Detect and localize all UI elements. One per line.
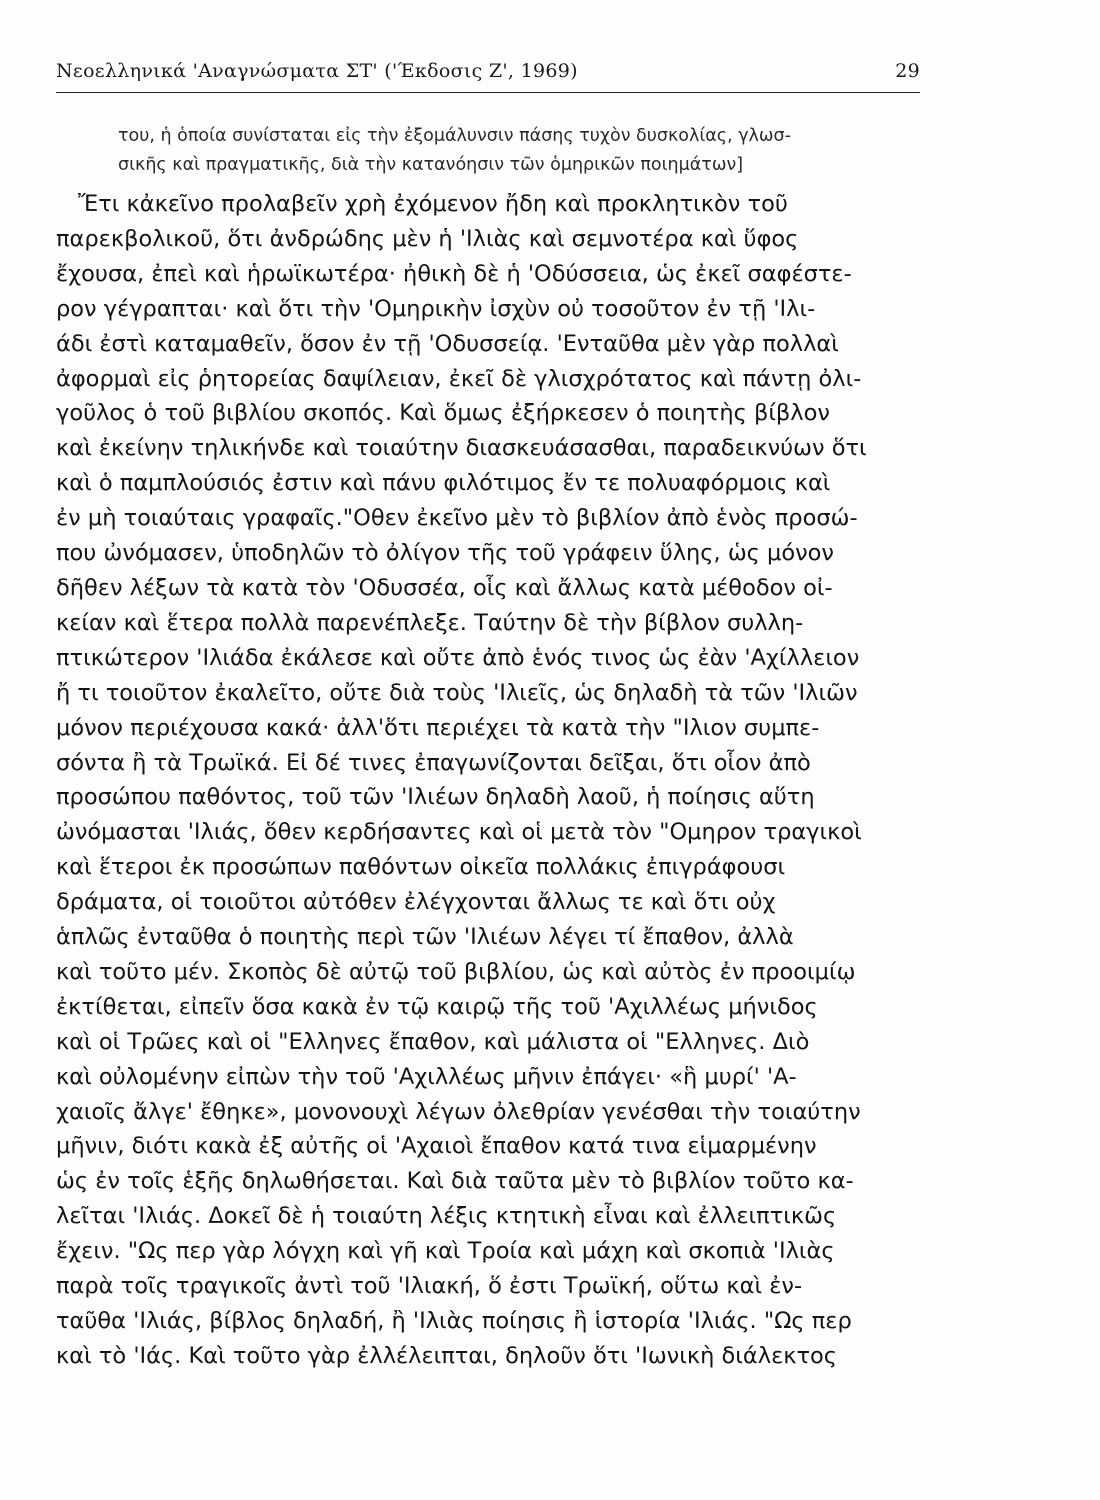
paragraph-line: παρεκβολικοῦ, ὅτι ἀνδρώδης μὲν ἡ 'Ιλιὰς καὶ σεμνοτέρα καὶ ὕφος <box>56 225 799 252</box>
paragraph-line: ταῦθα 'Ιλιάς, βίβλος δηλαδή, ἢ 'Ιλιὰς ποίησις ἢ ἱστορία 'Ιλιάς. "Ως περ <box>56 1308 852 1334</box>
paragraph-line: καὶ ἕτεροι ἐκ προσώπων παθόντων οἰκεῖα πολλάκις ἐπιγράφουσι <box>56 854 786 881</box>
paragraph-line: πτικώτερον 'Ιλιάδα ἐκάλεσε καὶ οὔτε ἀπὸ ἑνός τινος ὡς ἐὰν 'Αχίλλειον <box>56 644 860 671</box>
paragraph-line: προσώπου παθόντος, τοῦ τῶν 'Ιλιέων δηλαδὴ λαοῦ, ἡ ποίησις αὕτη <box>56 784 815 811</box>
paragraph-line: σόντα ἢ τὰ Τρωϊκά. Εἰ δέ τινες ἐπαγωνίζονται δεῖξαι, ὅτι οἷον ἀπὸ <box>56 749 811 776</box>
paragraph-line: γοῦλος ὁ τοῦ βιβλίου σκοπός. Καὶ ὅμως ἐξήρκεσεν ὁ ποιητὴς βίβλον <box>56 400 830 427</box>
paragraph-line: καὶ ἐκείνην τηλικήνδε καὶ τοιαύτην διασκευάσασθαι, παραδεικνύων ὅτι <box>56 435 867 462</box>
body-text <box>56 187 936 1374</box>
paragraph-line: καὶ οἱ Τρῶες καὶ οἱ "Ελληνες ἔπαθον, καὶ μάλιστα οἱ "Ελληνες. Διὸ <box>56 1028 810 1055</box>
paragraph-line: καὶ τὸ 'Ιάς. Καὶ τοῦτο γὰρ ἐλλέλειπται, δηλοῦν ὅτι 'Ιωνικὴ διάλεκτος <box>56 1342 838 1369</box>
paragraph-line: καὶ οὐλομένην εἰπὼν τὴν τοῦ 'Αχιλλέως μῆνιν ἐπάγει· «ἣ μυρί' 'Α- <box>56 1063 797 1090</box>
paragraph-line: δῆθεν λέξων τὰ κατὰ τὸν 'Οδυσσέα, οἷς καὶ ἄλλως κατὰ μέθοδον οἰ- <box>56 574 833 601</box>
paragraph-line: κείαν καὶ ἕτερα πολλὰ παρενέπλεξε. Ταύτην δὲ τὴν βίβλον συλλη- <box>56 609 804 636</box>
paragraph-line: ὠνόμασται 'Ιλιάς, ὅθεν κερδήσαντες καὶ οἱ μετὰ τὸν "Ομηρον τραγικοὶ <box>56 819 862 846</box>
paragraph-line: μῆνιν, διότι κακὰ ἐξ αὐτῆς οἱ 'Αχαιοὶ ἔπαθον κατά τινα εἱμαρμένην <box>56 1133 817 1160</box>
running-head <box>56 58 920 93</box>
paragraph-line: λεῖται 'Ιλιάς. Δοκεῖ δὲ ἡ τοιαύτη λέξις κτητικὴ εἶναι καὶ ἐλλειπτικῶς <box>56 1203 837 1230</box>
paragraph-line: καὶ τοῦτο μέν. Σκοπὸς δὲ αὐτῷ τοῦ βιβλίου, ὡς καὶ αὐτὸς ἐν προοιμίῳ <box>56 958 856 985</box>
paragraph-line: χαιοῖς ἄλγε' ἔθηκε», μονονουχὶ λέγων ὀλεθρίαν γενέσθαι τὴν τοιαύτην <box>56 1098 861 1125</box>
paragraph-line: που ὠνόμασεν, ὑποδηλῶν τὸ ὀλίγον τῆς τοῦ γράφειν ὕλης, ὡς μόνον <box>56 540 834 567</box>
paragraph-line: καὶ ὁ παμπλούσιός ἐστιν καὶ πάνυ φιλότιμος ἔν τε πολυαφόρμοις καὶ <box>56 470 831 497</box>
footnote-line: σικῆς καὶ πραγματικῆς, διὰ τὴν κατανόησιν τῶν ὁμηρικῶν ποιημάτων] <box>118 155 744 175</box>
paragraph-line: ὡς ἐν τοῖς ἑξῆς δηλωθήσεται. Καὶ διὰ ταῦτα μὲν τὸ βιβλίον τοῦτο κα- <box>56 1168 854 1195</box>
paragraph-line: ἔχειν. "Ως περ γὰρ λόγχη καὶ γῆ καὶ Τροία καὶ μάχη καὶ σκοπιὰ 'Ιλιὰς <box>56 1238 835 1265</box>
paragraph-line: μόνον περιέχουσα κακά· ἀλλ'ὅτι περιέχει τὰ κατὰ τὴν "Ιλιον συμπε- <box>56 714 820 741</box>
paragraph-line: Ἔτι κἀκεῖνο προλαβεῖν χρὴ ἐχόμενον ἤδη καὶ προκλητικὸν τοῦ <box>78 191 788 217</box>
paragraph-line: ἀφορμαὶ εἰς ῥητορείας δαψίλειαν, ἐκεῖ δὲ γλισχρότατος καὶ πάντῃ ὀλι- <box>56 365 862 392</box>
page-number: 29 <box>895 60 920 82</box>
paragraph-line: ἔχουσα, ἐπεὶ καὶ ἡρωϊκωτέρα· ἠθικὴ δὲ ἡ 'Οδύσσεια, ὡς ἐκεῖ σαφέστε- <box>56 260 852 287</box>
paragraph-line: ἁπλῶς ἐνταῦθα ὁ ποιητὴς περὶ τῶν 'Ιλιέων λέγει τί ἔπαθον, ἀλλὰ <box>56 924 794 951</box>
paragraph-line: ἤ τι τοιοῦτον ἐκαλεῖτο, οὔτε διὰ τοὺς 'Ιλιεῖς, ὡς δηλαδὴ τὰ τῶν 'Ιλιῶν <box>56 679 858 706</box>
paragraph-line: παρὰ τοῖς τραγικοῖς ἀντὶ τοῦ 'Ιλιακή, ὅ ἐστι Τρωϊκή, οὕτω καὶ ἐν- <box>56 1273 803 1300</box>
footnote-block <box>118 122 930 180</box>
paragraph-line: άδι ἐστὶ καταμαθεῖν, ὅσον ἐν τῇ 'Οδυσσείᾳ. 'Ενταῦθα μὲν γὰρ πολλαὶ <box>56 330 839 357</box>
paragraph-line: ἐκτίθεται, εἰπεῖν ὅσα κακὰ ἐν τῷ καιρῷ τῆς τοῦ 'Αχιλλέως μήνιδος <box>56 993 818 1020</box>
footnote-line: του, ἡ ὁποία συνίσταται εἰς τὴν ἐξομάλυνσιν πάσης τυχὸν δυσκολίας, γλωσ- <box>118 126 791 146</box>
paragraph-line: δράματα, οἱ τοιοῦτοι αὐτόθεν ἐλέγχονται ἄλλως τε καὶ ὅτι οὐχ <box>56 889 776 916</box>
paragraph-line: ἐν μὴ τοιαύταις γραφαῖς."Οθεν ἐκεῖνο μὲν τὸ βιβλίον ἀπὸ ἑνὸς προσώ- <box>56 505 858 532</box>
running-head-title: Νεοελληνικά 'Αναγνώσματα ΣΤ' ('Έκδοσις Ζ', 1969) <box>56 60 578 82</box>
paragraph-line: ρον γέγραπται· καὶ ὅτι τὴν 'Ομηρικὴν ἰσχὺν οὐ τοσοῦτον ἐν τῇ 'Ιλι- <box>56 295 816 322</box>
